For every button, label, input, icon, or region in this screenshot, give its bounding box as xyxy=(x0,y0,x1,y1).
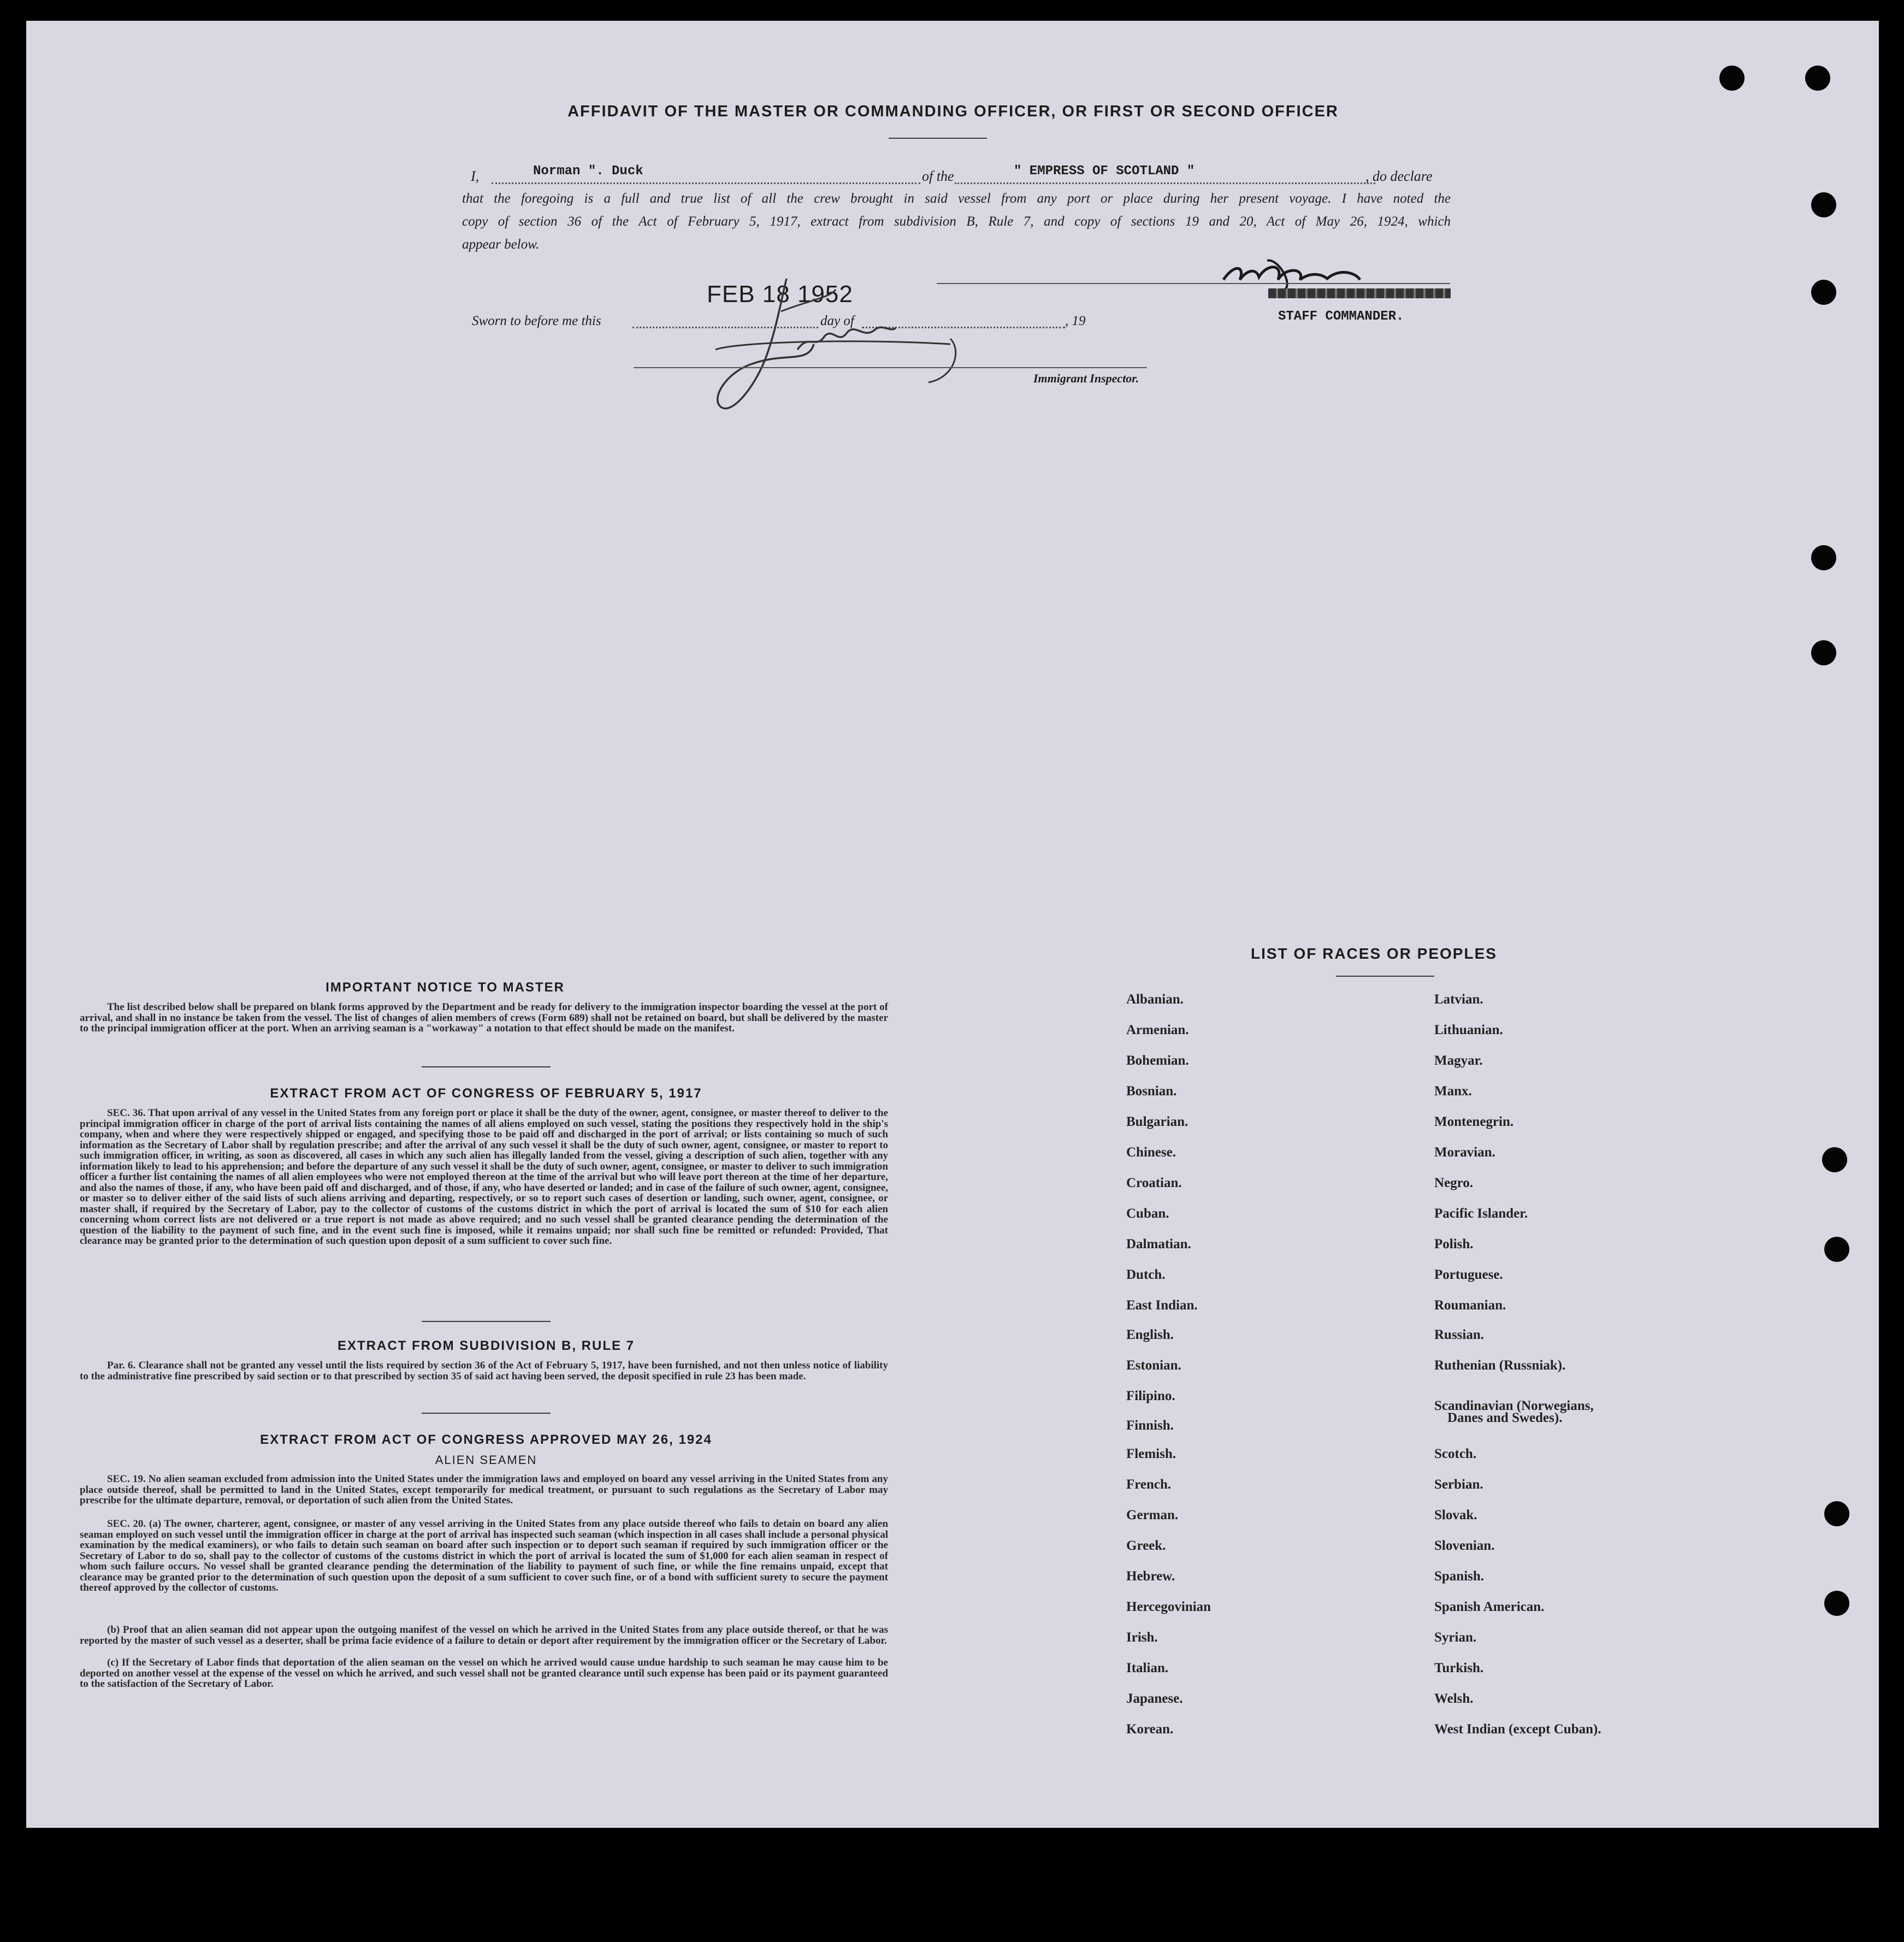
race-right-20: Spanish American. xyxy=(1434,1599,1545,1614)
race-right-21: Syrian. xyxy=(1434,1630,1477,1645)
punch-hole xyxy=(1805,66,1830,91)
race-left-17: French. xyxy=(1126,1477,1172,1492)
race-right-16: Serbian. xyxy=(1434,1477,1483,1492)
race-right-24: West Indian (except Cuban). xyxy=(1434,1722,1601,1737)
signature-line xyxy=(937,283,1450,284)
punch-hole xyxy=(1811,545,1836,570)
do-declare-label: , do declare xyxy=(1365,168,1433,184)
race-right-13: Ruthenian (Russniak). xyxy=(1434,1358,1566,1373)
master-name: Norman ". Duck xyxy=(533,164,643,179)
race-right-5: Montenegrin. xyxy=(1434,1114,1514,1129)
title-divider xyxy=(889,138,987,139)
race-left-21: Hercegovinian xyxy=(1126,1599,1211,1614)
inspector-signature xyxy=(699,268,972,426)
race-left-15: Finnish. xyxy=(1126,1418,1174,1433)
race-left-7: Croatian. xyxy=(1126,1176,1182,1190)
i-label: I, xyxy=(471,168,480,184)
sec-36-body: SEC. 36. That upon arrival of any vessel in the United States from any foreign port or place it shall be the duty of the owner, agent, consignee, or master thereof to deliver to the principal immigration officer in charge of the port of arrival lists containing the names of all aliens employed on such vessel, stating the positions they respectively hold in the ship's company, when and where they were respectively shipped or engaged, and specifying those to be paid off and discharged in the port of arrival; or lists containing so much of such information as the Secretary of Labor shall by regulation prescribe; and after the arrival of any such vessel it shall be the duty of such owner, agent, consignee, or master to report to such immigration officer, in writing, as soon as discovered, all cases in which any such alien has illegally landed from the vessel, giving a description of such alien, together with any information likely to lead to his apprehension; and before the departure of any such vessel it shall be the duty of such owner, agent, consignee, or master to deliver to such immigration officer a further list containing the names of all alien employees who were not employed thereon at the time of the arrival but who will leave port thereon at the time of her departure, and also the names of those, if any, who have been paid off and discharged, and of those, if any, who have deserted or landed; and in case of the failure of such owner, agent, consignee, or master so to deliver either of the said lists of such aliens arriving and departing, respectively, or so to report such cases of desertion or landing, such owner, agent, consignee, or master shall, if required by the Secretary of Labor, pay to the collector of customs of the customs district in which the port of arrival is located the sum of $10 for each alien concerning whom correct lists are not delivered or a true report is not made as above required; and no such vessel shall be granted clearance pending the determination of the question of the liability to the payment of such fine, and in the event such fine is imposed, while it remains unpaid; nor shall such fine be remitted or refunded: Provided, That clearance may be granted prior to the determination of such question upon deposit of a sum sufficient to cover such fine. xyxy=(80,1107,888,1247)
race-left-10: Dutch. xyxy=(1126,1267,1166,1282)
race-right-9: Polish. xyxy=(1434,1237,1474,1252)
extract-1924-title: EXTRACT FROM ACT OF CONGRESS APPROVED MAY 26, 1924 xyxy=(260,1432,712,1447)
race-right-6: Moravian. xyxy=(1434,1145,1495,1160)
notice-title: IMPORTANT NOTICE TO MASTER xyxy=(326,980,565,995)
punch-hole xyxy=(1822,1147,1847,1172)
race-right-11: Roumanian. xyxy=(1434,1298,1506,1313)
race-left-22: Irish. xyxy=(1126,1630,1158,1645)
extract-rule7-text xyxy=(80,1360,888,1382)
par-6-body: Par. 6. Clearance shall not be granted any vessel until the lists required by section 36 of the Act of February 5, 1917, have been furnished, and not then unless notice of liability to the administrative fine prescribed by said section or to that prescribed by section 35 of said act having been served, the deposit specified in rule 23 has been made. xyxy=(80,1360,888,1382)
divider xyxy=(422,1321,551,1322)
race-left-2: Armenian. xyxy=(1126,1023,1189,1037)
sec-20a-body: SEC. 20. (a) The owner, charterer, agent, consignee, or master of any vessel arriving in the United States from any place outside thereof who fails to detain on board any alien seaman employed on such vessel until the immigration officer in charge at the port of arrival has inspected such seaman (which inspection in all cases shall include a personal physical examination by the medical examiners), or who fails to detain such seaman on board after such inspection or to deport such seaman if required by such immigration officer or the Secretary of Labor to do so, shall pay to the collector of customs of the customs district in which the port of arrival is located the sum of $1,000 for each alien seaman in respect of whom such failure occurs. No vessel shall be granted clearance pending the determination of the liability to payment of such fine, or while the fine remains unpaid, except that clearance may be granted prior to the determination of such question upon the deposit of a sum sufficient to cover such fine, or of a bond with sufficient surety to secure the payment thereof approved by the collector of customs. xyxy=(80,1518,888,1593)
races-divider xyxy=(1336,976,1434,977)
declaration-line-3: appear below. xyxy=(462,237,540,252)
race-left-12: English. xyxy=(1126,1327,1174,1342)
race-left-24: Japanese. xyxy=(1126,1691,1183,1706)
punch-hole xyxy=(1824,1237,1849,1262)
race-left-20: Hebrew. xyxy=(1126,1569,1175,1584)
affidavit-title: AFFIDAVIT OF THE MASTER OR COMMANDING OFFICER, OR FIRST OR SECOND OFFICER xyxy=(567,103,1339,120)
race-left-3: Bohemian. xyxy=(1126,1053,1189,1068)
extract-1917-title: EXTRACT FROM ACT OF CONGRESS OF FEBRUARY 5, 1917 xyxy=(270,1086,702,1101)
race-right-2: Lithuanian. xyxy=(1434,1023,1503,1037)
extract-1924-subtitle: ALIEN SEAMEN xyxy=(435,1453,537,1467)
races-title: LIST OF RACES OR PEOPLES xyxy=(1251,945,1497,962)
sec-19-text xyxy=(80,1474,888,1506)
race-left-25: Korean. xyxy=(1126,1722,1174,1737)
race-left-16: Flemish. xyxy=(1126,1447,1176,1461)
race-right-8: Pacific Islander. xyxy=(1434,1206,1528,1221)
race-right-7: Negro. xyxy=(1434,1176,1474,1190)
race-left-8: Cuban. xyxy=(1126,1206,1169,1221)
sworn-label: Sworn to before me this xyxy=(472,314,601,328)
sec-20b-body: (b) Proof that an alien seaman did not appear upon the outgoing manifest of the vessel on which he arrived in the United States from any place outside thereof, or that he was reported by the master of such vessel as a deserter, shall be prima facie evidence of a failure to detain or deport after requirement by the immigration officer or the Secretary of Labor. xyxy=(80,1624,888,1646)
year-label: , 19 xyxy=(1065,314,1086,328)
punch-hole xyxy=(1824,1501,1849,1526)
declaration-line-2: copy of section 36 of the Act of February 5, 1917, extract from subdivision B, Rule 7, and copy of sections 19 and 20, Act of May 26, 1924, which xyxy=(462,214,1451,229)
race-right-4: Manx. xyxy=(1434,1084,1472,1099)
race-right-17: Slovak. xyxy=(1434,1508,1477,1522)
vessel-name: " EMPRESS OF SCOTLAND " xyxy=(1014,164,1195,179)
sec-20a-text xyxy=(80,1519,888,1593)
race-right-18: Slovenian. xyxy=(1434,1538,1495,1553)
signer-title: STAFF COMMANDER. xyxy=(1278,309,1404,324)
name-line xyxy=(492,182,920,184)
notice-body: The list described below shall be prepared on blank forms approved by the Department and be ready for delivery to the immigration inspector boarding the vessel at the port of arrival, and shall in no instance be taken from the vessel. The list of changes of alien members of crews (Form 689) shall not be retained on board, but shall be delivered by the master to the principal immigration officer at the port. When an arriving seaman is a "workaway" a notation to that effect should be made on the manifest. xyxy=(80,1001,888,1034)
race-left-9: Dalmatian. xyxy=(1126,1237,1191,1252)
race-left-4: Bosnian. xyxy=(1126,1084,1177,1099)
sec-20b-text xyxy=(80,1625,888,1646)
race-right-19: Spanish. xyxy=(1434,1569,1485,1584)
inspector-line xyxy=(634,367,1147,368)
race-left-11: East Indian. xyxy=(1126,1298,1198,1313)
race-right-3: Magyar. xyxy=(1434,1053,1483,1068)
race-right-22: Turkish. xyxy=(1434,1661,1484,1675)
race-right-1: Latvian. xyxy=(1434,992,1483,1007)
divider xyxy=(422,1413,551,1414)
race-left-13: Estonian. xyxy=(1126,1358,1181,1373)
punch-hole xyxy=(1811,640,1836,665)
extract-rule7-title: EXTRACT FROM SUBDIVISION B, RULE 7 xyxy=(337,1338,635,1353)
notice-text xyxy=(80,1002,888,1034)
race-left-19: Greek. xyxy=(1126,1538,1166,1553)
sec-20c-body: (c) If the Secretary of Labor finds that deportation of the alien seaman on the vessel on which he arrived would cause undue hardship to such seaman he may cause him to be deported on another vessel at the expense of the vessel on which he arrived, and such vessel shall not be granted clearance until such expense has been paid or its payment guaranteed to the satisfaction of the Secretary of Labor. xyxy=(80,1657,888,1690)
race-left-6: Chinese. xyxy=(1126,1145,1176,1160)
date-stamp: FEB 18 1952 xyxy=(707,281,853,308)
struck-title xyxy=(1268,288,1451,298)
declaration-line-1: that the foregoing is a full and true list of all the crew brought in said vessel from any port or place during her present voyage. I have noted the xyxy=(462,191,1451,206)
race-right-12: Russian. xyxy=(1434,1327,1485,1342)
sec-20c-text xyxy=(80,1657,888,1690)
inspector-label: Immigrant Inspector. xyxy=(1033,371,1139,385)
race-left-18: German. xyxy=(1126,1508,1179,1522)
divider xyxy=(422,1066,551,1067)
race-right-14: Scandinavian (Norwegians, xyxy=(1434,1398,1594,1413)
race-right-10: Portuguese. xyxy=(1434,1267,1503,1282)
race-left-23: Italian. xyxy=(1126,1661,1169,1675)
race-left-1: Albanian. xyxy=(1126,992,1184,1007)
extract-1917-text xyxy=(80,1108,888,1247)
race-left-14: Filipino. xyxy=(1126,1389,1175,1403)
race-right-23: Welsh. xyxy=(1434,1691,1474,1706)
day-of-label: day of xyxy=(820,314,854,328)
race-right-continued: Danes and Swedes). xyxy=(1447,1410,1563,1425)
punch-hole xyxy=(1811,280,1836,305)
race-left-5: Bulgarian. xyxy=(1126,1114,1188,1129)
of-the-label: of the xyxy=(922,168,954,184)
punch-hole xyxy=(1824,1591,1849,1616)
punch-hole xyxy=(1811,192,1836,217)
race-right-15: Scotch. xyxy=(1434,1447,1477,1461)
sec-19-body: SEC. 19. No alien seaman excluded from admission into the United States under the immigration laws and employed on board any vessel arriving in the United States from any place outside thereof, shall be permitted to land in the United States, except temporarily for medical treatment, or pursuant to such regulations as the Secretary of Labor may prescribe for the ultimate departure, removal, or deportation of such alien from the United States. xyxy=(80,1473,888,1506)
vessel-line xyxy=(955,182,1375,184)
punch-hole xyxy=(1719,66,1745,91)
